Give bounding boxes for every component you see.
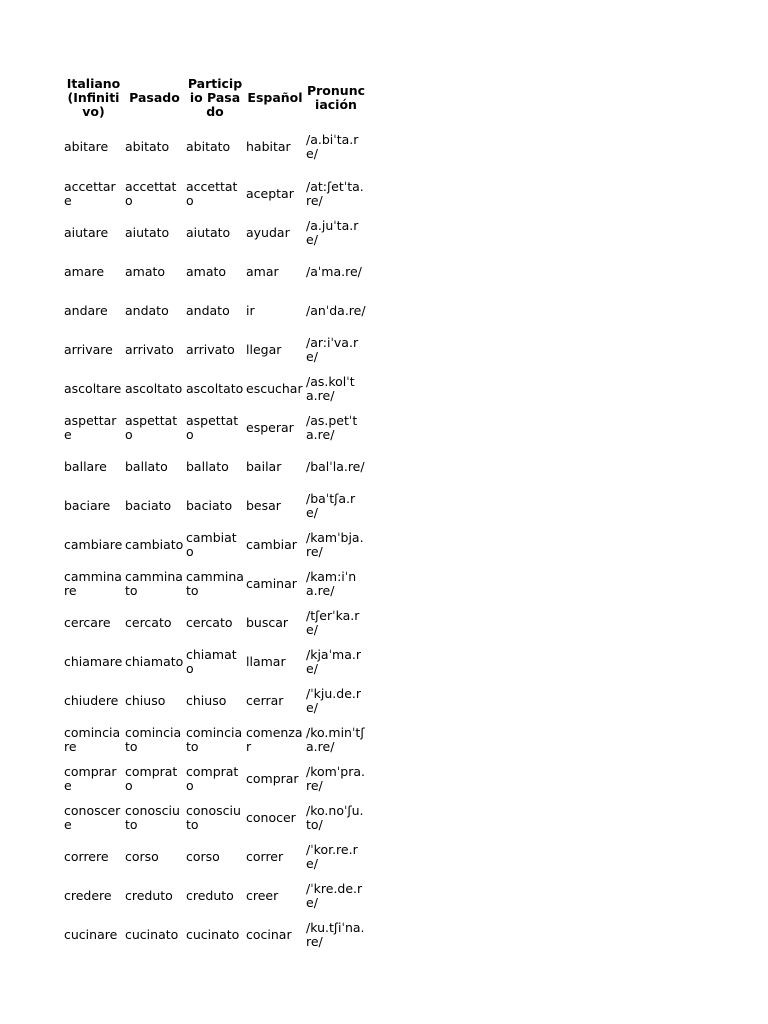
table-row (63, 525, 367, 564)
cell-espanol: escuchar (246, 380, 303, 396)
cell-italiano: cucinare (64, 926, 118, 942)
cell-pronunciacion: /at:ʃetˈta.re/ (306, 178, 364, 208)
cell-pronunciacion: /anˈda.re/ (306, 302, 366, 318)
cell-italiano: ascoltare (64, 380, 122, 396)
cell-italiano: aiutare (64, 224, 109, 240)
table-header (63, 76, 367, 120)
table-row (63, 486, 367, 525)
header-participio: Participio Pasado (187, 76, 243, 119)
cell-espanol: ir (246, 302, 255, 318)
cell-espanol: llegar (246, 341, 282, 357)
cell-pronunciacion: /ar:iˈva.re/ (306, 334, 359, 364)
cell-participio: aspettato (186, 412, 239, 442)
cell-italiano: conoscere (64, 802, 121, 832)
table-row (63, 291, 367, 330)
cell-pronunciacion: /as.kolˈta.re/ (306, 373, 355, 403)
cell-participio: amato (186, 263, 227, 279)
cell-pronunciacion: /balˈla.re/ (306, 458, 365, 474)
cell-italiano: aspettare (64, 412, 117, 442)
cell-espanol: aceptar (246, 185, 294, 201)
header-row (63, 76, 367, 120)
cell-pasado: aiutato (125, 224, 170, 240)
cell-pronunciacion: /tʃerˈka.re/ (306, 607, 360, 637)
cell-espanol: llamar (246, 653, 286, 669)
table-row (63, 798, 367, 837)
cell-participio: creduto (186, 887, 234, 903)
cell-espanol: habitar (246, 139, 291, 154)
cell-espanol: comenzar (246, 724, 303, 754)
table-row (63, 915, 367, 954)
cell-participio: comprato (186, 763, 239, 793)
cell-participio: accettato (186, 178, 238, 208)
cell-pasado: creduto (125, 887, 173, 903)
cell-participio: baciato (186, 497, 233, 513)
table-row (63, 330, 367, 369)
cell-italiano: cominciare (64, 724, 121, 754)
cell-espanol: amar (246, 263, 279, 279)
table-row (63, 603, 367, 642)
table-row (63, 447, 367, 486)
cell-italiano: comprare (64, 763, 117, 793)
cell-italiano: abitare (64, 139, 109, 154)
cell-participio: cercato (186, 614, 233, 630)
cell-pronunciacion: /ˈkre.de.re/ (306, 880, 363, 910)
table-row (63, 213, 367, 252)
cell-participio: camminato (186, 568, 244, 598)
cell-pasado: andato (125, 302, 169, 318)
table-row (63, 720, 367, 759)
cell-pasado: cercato (125, 614, 172, 630)
cell-espanol: cerrar (246, 692, 284, 708)
cell-italiano: arrivare (64, 341, 113, 357)
cell-pasado: aspettato (125, 412, 178, 442)
cell-pasado: conosciuto (125, 802, 180, 832)
cell-pronunciacion: /komˈpra.re/ (306, 763, 365, 793)
cell-pasado: cambiato (125, 536, 184, 552)
cell-pronunciacion: /baˈtʃa.re/ (306, 490, 356, 520)
table-row (63, 876, 367, 915)
cell-italiano: cambiare (64, 536, 123, 552)
table-row (63, 120, 367, 174)
cell-pronunciacion: /ku.tʃiˈna.re/ (306, 919, 365, 949)
cell-italiano: andare (64, 302, 108, 318)
cell-pronunciacion: /kjaˈma.re/ (306, 646, 361, 676)
cell-italiano: chiamare (64, 653, 123, 669)
table-row (63, 837, 367, 876)
cell-pronunciacion: /kam:iˈna.re/ (306, 568, 357, 598)
cell-pasado: amato (125, 263, 166, 279)
cell-participio: conosciuto (186, 802, 241, 832)
cell-pronunciacion: /ko.minˈtʃa.re/ (306, 724, 365, 754)
cell-pronunciacion: /as.petˈta.re/ (306, 412, 358, 442)
header-pasado: Pasado (129, 90, 180, 105)
cell-espanol: correr (246, 848, 284, 864)
cell-italiano: cercare (64, 614, 111, 630)
cell-participio: cominciato (186, 724, 243, 754)
cell-italiano: amare (64, 263, 105, 279)
cell-italiano: chiudere (64, 692, 119, 708)
verb-conjugation-table (63, 76, 367, 954)
cell-italiano: ballare (64, 458, 107, 474)
cell-espanol: caminar (246, 575, 297, 591)
cell-espanol: bailar (246, 458, 282, 474)
cell-italiano: correre (64, 848, 109, 864)
cell-pasado: accettato (125, 178, 177, 208)
cell-participio: andato (186, 302, 230, 318)
cell-pronunciacion: /a.biˈta.re/ (306, 132, 359, 161)
cell-pasado: chiamato (125, 653, 184, 669)
table-row (63, 408, 367, 447)
table-row (63, 174, 367, 213)
cell-participio: arrivato (186, 341, 235, 357)
header-espanol: Español (247, 90, 303, 105)
cell-italiano: accettare (64, 178, 116, 208)
header-italiano: Italiano (Infinitivo) (66, 76, 121, 119)
cell-espanol: ayudar (246, 224, 290, 240)
cell-pasado: cucinato (125, 926, 179, 942)
table-row (63, 759, 367, 798)
cell-pronunciacion: /ko.noˈʃu.to/ (306, 802, 364, 832)
cell-participio: ballato (186, 458, 229, 474)
cell-espanol: conocer (246, 809, 296, 825)
header-pronunciacion: Pronunciación (306, 83, 366, 112)
cell-pasado: abitato (125, 139, 170, 154)
cell-pronunciacion: /a.juˈta.re/ (306, 217, 359, 247)
table-row (63, 564, 367, 603)
cell-participio: cambiato (186, 529, 237, 559)
cell-pasado: ascoltato (125, 380, 183, 396)
cell-pronunciacion: /aˈma.re/ (306, 263, 362, 279)
cell-pronunciacion: /kamˈbja.re/ (306, 529, 364, 559)
cell-participio: chiuso (186, 692, 227, 708)
cell-pronunciacion: /ˈkju.de.re/ (306, 685, 361, 715)
cell-espanol: cambiar (246, 536, 297, 552)
cell-pasado: cominciato (125, 724, 182, 754)
cell-participio: ascoltato (186, 380, 244, 396)
cell-espanol: besar (246, 497, 281, 513)
cell-participio: corso (186, 848, 220, 864)
cell-pasado: arrivato (125, 341, 174, 357)
cell-pasado: camminato (125, 568, 183, 598)
cell-italiano: camminare (64, 568, 122, 598)
cell-participio: chiamato (186, 646, 237, 676)
cell-espanol: buscar (246, 614, 289, 630)
table-row (63, 642, 367, 681)
cell-espanol: creer (246, 887, 279, 903)
table-row (63, 369, 367, 408)
cell-pasado: baciato (125, 497, 172, 513)
cell-espanol: esperar (246, 419, 294, 435)
cell-espanol: cocinar (246, 926, 292, 942)
cell-participio: aiutato (186, 224, 231, 240)
cell-pronunciacion: /ˈkor.re.re/ (306, 841, 358, 871)
table-body (63, 120, 367, 954)
table-row (63, 681, 367, 720)
cell-pasado: corso (125, 848, 159, 864)
cell-italiano: credere (64, 887, 112, 903)
table-row (63, 252, 367, 291)
cell-pasado: chiuso (125, 692, 166, 708)
cell-participio: abitato (186, 139, 231, 154)
cell-pasado: comprato (125, 763, 178, 793)
cell-pasado: ballato (125, 458, 168, 474)
cell-italiano: baciare (64, 497, 111, 513)
cell-espanol: comprar (246, 770, 299, 786)
cell-participio: cucinato (186, 926, 240, 942)
